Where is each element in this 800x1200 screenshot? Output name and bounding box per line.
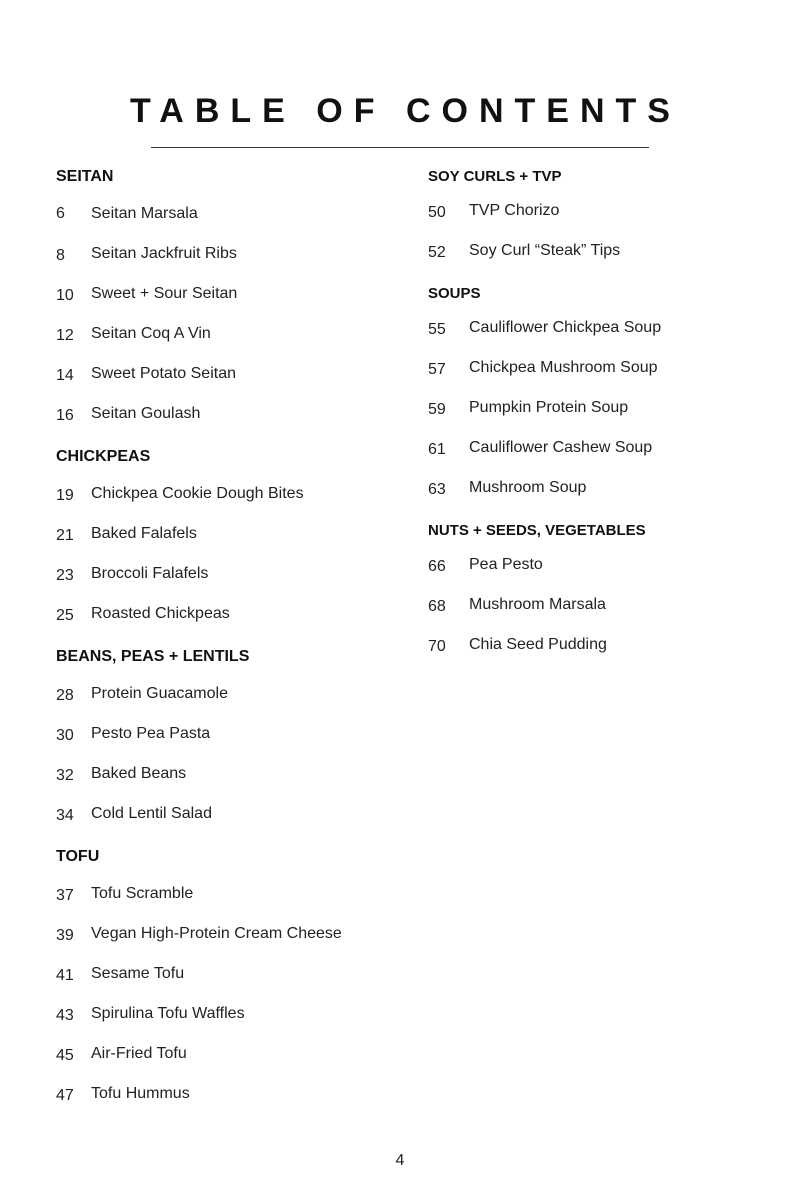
toc-entry[interactable] (56, 806, 396, 846)
toc-entry[interactable] (428, 400, 768, 440)
entry-page-number: 34 (56, 807, 74, 824)
toc-entry[interactable] (428, 360, 768, 400)
entry-title: Vegan High-Protein Cream Cheese (91, 925, 342, 942)
toc-entry[interactable] (56, 246, 396, 286)
entry-page-number: 10 (56, 287, 74, 304)
entry-page-number: 47 (56, 1087, 74, 1104)
section-heading: NUTS + SEEDS, VEGETABLES (428, 522, 646, 539)
entry-page-number: 32 (56, 767, 74, 784)
entry-title: Tofu Hummus (91, 1085, 190, 1102)
entry-title: Protein Guacamole (91, 685, 228, 702)
entry-title: Seitan Goulash (91, 405, 201, 422)
entry-page-number: 14 (56, 367, 74, 384)
section-heading: SEITAN (56, 168, 114, 185)
toc-entry[interactable] (56, 966, 396, 1006)
toc-entry[interactable] (56, 606, 396, 646)
entry-page-number: 52 (428, 244, 446, 261)
entry-title: Baked Beans (91, 765, 187, 782)
entry-page-number: 59 (428, 401, 446, 418)
entry-title: Chickpea Mushroom Soup (469, 359, 658, 376)
entry-title: Sweet Potato Seitan (91, 365, 236, 382)
entry-title: Baked Falafels (91, 525, 197, 542)
entry-page-number: 41 (56, 967, 74, 984)
entry-title: Seitan Marsala (91, 205, 198, 222)
section-heading: BEANS, PEAS + LENTILS (56, 648, 250, 665)
entry-title: Cauliflower Chickpea Soup (469, 319, 662, 336)
toc-entry[interactable] (56, 886, 396, 926)
entry-title: Sesame Tofu (91, 965, 185, 982)
entry-page-number: 12 (56, 327, 74, 344)
entry-page-number: 55 (428, 321, 446, 338)
section-heading: SOY CURLS + TVP (428, 168, 562, 185)
toc-entry[interactable] (428, 320, 768, 360)
entry-page-number: 30 (56, 727, 74, 744)
toc-entry[interactable] (56, 926, 396, 966)
toc-section-soy-curls-tvp (428, 166, 768, 283)
section-heading: SOUPS (428, 285, 481, 302)
entry-page-number: 28 (56, 687, 74, 704)
entry-title: Pea Pesto (469, 556, 543, 573)
entry-page-number: 57 (428, 361, 446, 378)
toc-entry[interactable] (56, 766, 396, 806)
entry-page-number: 43 (56, 1007, 74, 1024)
toc-entry[interactable] (56, 1006, 396, 1046)
entry-title: Pumpkin Protein Soup (469, 399, 629, 416)
entry-page-number: 8 (56, 247, 65, 264)
entry-page-number: 45 (56, 1047, 74, 1064)
toc-entry[interactable] (56, 406, 396, 446)
entry-title: Chickpea Cookie Dough Bites (91, 485, 304, 502)
entry-page-number: 19 (56, 487, 74, 504)
toc-entry[interactable] (56, 486, 396, 526)
toc-entry[interactable] (56, 726, 396, 766)
section-heading: TOFU (56, 848, 100, 865)
toc-section-chickpeas (56, 446, 396, 646)
entry-title: Tofu Scramble (91, 885, 194, 902)
entry-page-number: 68 (428, 598, 446, 615)
entry-title: Pesto Pea Pasta (91, 725, 211, 742)
entry-page-number: 25 (56, 607, 74, 624)
title-divider (151, 147, 649, 148)
entry-title: Mushroom Soup (469, 479, 587, 496)
entry-title: Sweet + Sour Seitan (91, 285, 238, 302)
toc-right-column (428, 166, 768, 677)
entry-page-number: 37 (56, 887, 74, 904)
entry-page-number: 21 (56, 527, 74, 544)
entry-page-number: 6 (56, 205, 65, 222)
toc-entry[interactable] (428, 203, 768, 243)
entry-page-number: 39 (56, 927, 74, 944)
toc-entry[interactable] (428, 440, 768, 480)
toc-entry[interactable] (428, 480, 768, 520)
entry-title: Soy Curl “Steak” Tips (469, 242, 621, 259)
entry-title: Cauliflower Cashew Soup (469, 439, 653, 456)
toc-section-tofu (56, 846, 396, 1126)
toc-entry[interactable] (428, 637, 768, 677)
entry-page-number: 23 (56, 567, 74, 584)
page-title: TABLE OF CONTENTS (130, 92, 681, 130)
toc-entry[interactable] (56, 1046, 396, 1086)
entry-page-number: 70 (428, 638, 446, 655)
entry-title: Air-Fried Tofu (91, 1045, 187, 1062)
toc-entry[interactable] (56, 206, 396, 246)
entry-title: Cold Lentil Salad (91, 805, 212, 822)
toc-section-nuts-seeds-vegetables (428, 520, 768, 677)
section-heading: CHICKPEAS (56, 448, 151, 465)
entry-title: Roasted Chickpeas (91, 605, 230, 622)
entry-page-number: 50 (428, 204, 446, 221)
entry-title: Spirulina Tofu Waffles (91, 1005, 245, 1022)
toc-section-beans-peas-lentils (56, 646, 396, 846)
toc-entry[interactable] (428, 557, 768, 597)
entry-page-number: 66 (428, 558, 446, 575)
entry-title: Broccoli Falafels (91, 565, 209, 582)
toc-entry[interactable] (428, 597, 768, 637)
toc-entry[interactable] (56, 366, 396, 406)
entry-title: TVP Chorizo (469, 202, 560, 219)
toc-entry[interactable] (428, 243, 768, 283)
entry-page-number: 63 (428, 481, 446, 498)
toc-left-column (56, 166, 396, 1126)
toc-entry[interactable] (56, 326, 396, 366)
entry-title: Seitan Jackfruit Ribs (91, 245, 237, 262)
entry-title: Chia Seed Pudding (469, 636, 607, 653)
toc-entry[interactable] (56, 686, 396, 726)
entry-title: Seitan Coq A Vin (91, 325, 211, 342)
toc-section-soups (428, 283, 768, 520)
entry-page-number: 16 (56, 407, 74, 424)
toc-entry[interactable] (56, 1086, 396, 1126)
page-number: 4 (395, 1152, 405, 1169)
entry-page-number: 61 (428, 441, 446, 458)
toc-entry[interactable] (56, 566, 396, 606)
toc-section-seitan (56, 166, 396, 446)
entry-title: Mushroom Marsala (469, 596, 606, 613)
toc-entry[interactable] (56, 286, 396, 326)
toc-entry[interactable] (56, 526, 396, 566)
